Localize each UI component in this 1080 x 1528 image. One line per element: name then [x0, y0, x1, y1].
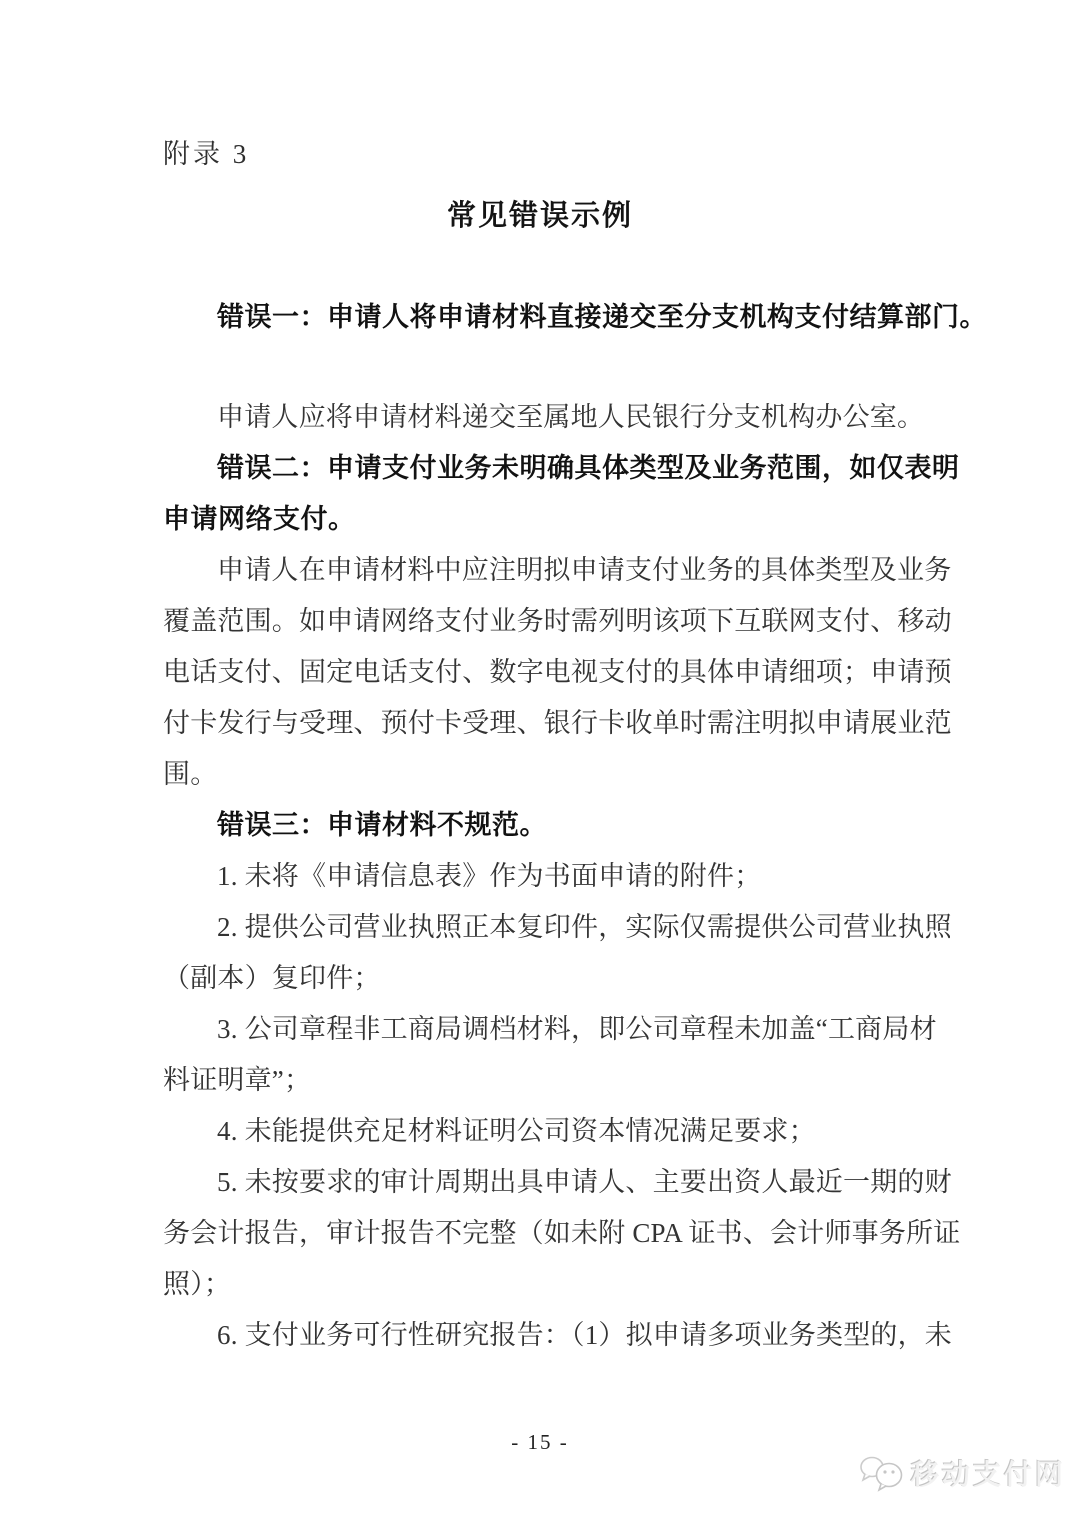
wechat-icon: [859, 1452, 905, 1494]
appendix-label: 附录 3: [163, 139, 250, 169]
document-body: [163, 292, 987, 1361]
document-line: 4. 未能提供充足材料证明公司资本情况满足要求；: [217, 1116, 816, 1146]
page-number: - 15 -: [511, 1430, 569, 1454]
document-line: 围。: [163, 759, 218, 789]
document-line: 1. 未将《申请信息表》作为书面申请的附件；: [217, 861, 762, 891]
document-line: 错误三：申请材料不规范。: [217, 810, 547, 840]
document-line: 覆盖范围。如申请网络支付业务时需列明该项下互联网支付、移动: [163, 606, 952, 636]
document-line: （副本）复印件；: [163, 963, 381, 993]
document-line: 错误二：申请支付业务未明确具体类型及业务范围，如仅表明: [217, 453, 960, 483]
document-line: 照）；: [163, 1269, 232, 1299]
document-line: 错误一：申请人将申请材料直接递交至分支机构支付结算部门。: [217, 302, 987, 332]
document-line: 务会计报告，审计报告不完整（如未附 CPA 证书、会计师事务所证: [163, 1218, 961, 1248]
watermark-text: 移动支付网: [910, 1459, 1066, 1490]
document-line: 3. 公司章程非工商局调档材料，即公司章程未加盖“工商局材: [217, 1014, 937, 1044]
document-line: 电话支付、固定电话支付、数字电视支付的具体申请细项；申请预: [163, 657, 952, 687]
document-line: 申请人在申请材料中应注明拟申请支付业务的具体类型及业务: [217, 555, 952, 585]
watermark: [859, 1452, 1066, 1494]
page-title: 常见错误示例: [446, 200, 633, 232]
document-line: 申请人应将申请材料递交至属地人民银行分支机构办公室。: [217, 402, 925, 432]
document-line: 5. 未按要求的审计周期出具申请人、主要出资人最近一期的财: [217, 1167, 952, 1197]
document-line: 6. 支付业务可行性研究报告：（1）拟申请多项业务类型的，未: [217, 1320, 952, 1350]
document-line: 料证明章”；: [163, 1065, 312, 1095]
document-line: 付卡发行与受理、预付卡受理、银行卡收单时需注明拟申请展业范: [163, 708, 952, 738]
document-line: 2. 提供公司营业执照正本复印件，实际仅需提供公司营业执照: [217, 912, 952, 942]
document-line: 申请网络支付。: [163, 504, 356, 534]
